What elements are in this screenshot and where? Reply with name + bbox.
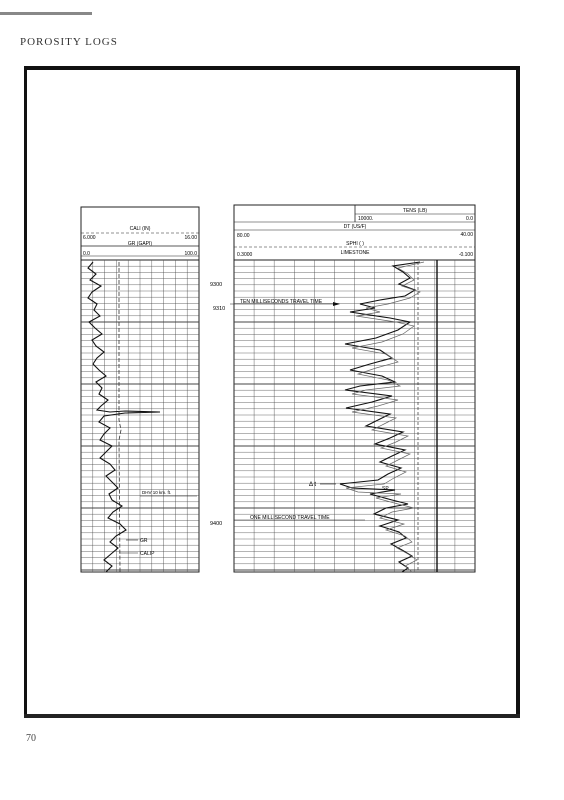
calip-marker: CALIP: [140, 551, 155, 557]
sp-marker: SP: [382, 486, 389, 492]
page-header-title: POROSITY LOGS: [20, 36, 118, 48]
gr-marker: GR: [140, 538, 148, 544]
delta-t-label: Δ t: [309, 482, 317, 488]
left-track: [81, 207, 199, 572]
tens-left: 10000.: [358, 216, 374, 222]
depth-9310: 9310: [213, 306, 226, 312]
left-track-grid: [81, 260, 199, 572]
dhv-label: DHV 10 km. ft.: [142, 490, 172, 495]
cali-min: 6.000: [83, 235, 96, 241]
one-ms-label: ONE MILLISECOND TRAVEL TIME: [250, 515, 330, 521]
right-track: [230, 205, 475, 572]
depth-9300: 9300: [210, 282, 223, 288]
dt-label: DT (US/F): [343, 224, 367, 230]
depth-9400: 9400: [210, 521, 223, 527]
dt-left: 80.00: [237, 233, 250, 239]
cali-max: 16.00: [184, 235, 197, 241]
right-track-grid: [234, 260, 475, 572]
dt-curve: [340, 262, 420, 572]
lithology-label: LIMESTONE: [340, 250, 370, 256]
tens-right: 0.0: [466, 216, 473, 222]
gr-min: 0.0: [83, 251, 90, 257]
sphi-left: 0.3000: [237, 252, 253, 258]
cali-label: CALI (IN): [129, 226, 151, 232]
sphi-label: SPHI ( ): [346, 241, 364, 247]
tens-label: TENS (LB): [402, 208, 428, 214]
gr-label: GR (GAPI): [127, 241, 153, 247]
sphi-right: -0.100: [458, 252, 473, 258]
dt-right: 40.00: [460, 232, 473, 238]
gr-curve: [88, 262, 160, 572]
gr-max: 100.0: [184, 251, 197, 257]
ten-ms-label: TEN MILLISECONDS TRAVEL TIME: [240, 299, 323, 305]
page-number: 70: [26, 733, 36, 744]
